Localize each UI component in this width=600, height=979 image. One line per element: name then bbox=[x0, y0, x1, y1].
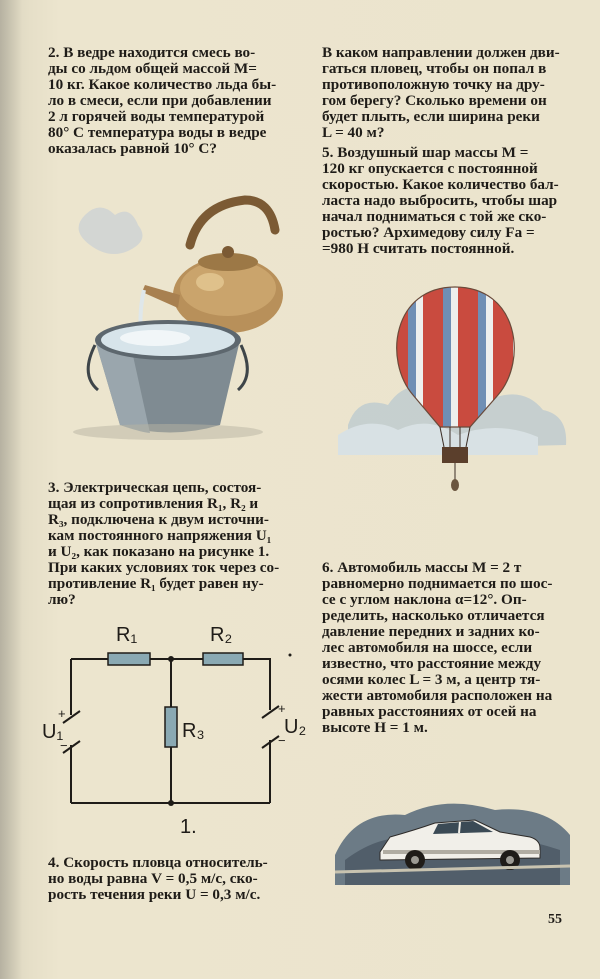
problem-4-continuation-text: В каком направлении должен дви- гаться пловец, чтобы он попал в противоположную точку на дру- гом берегу? Сколько времени он будет плыть, если ширина реки L = 40 м? bbox=[322, 44, 560, 141]
problem-4-text: 4. Скорость пловца относитель- но воды равна V = 0,5 м/с, ско- рость течения реки U = 0,3 м/с. bbox=[48, 854, 268, 903]
u2-plus-sign: + bbox=[278, 701, 286, 716]
resistor-r1 bbox=[108, 653, 150, 665]
problem-3-text: 3. Электрическая цепь, состоя- щая из сопротивления R₁, R₂ и R₃, подключена к двум источни- кам постоянного напряжения U₁ и U₂, как показано на рисунке 1. При каких условиях ток через со- противление R₁ будет равен ну- лю? bbox=[48, 479, 280, 608]
label-u2: U₂ bbox=[284, 716, 307, 738]
kettle-bucket-illustration bbox=[50, 190, 295, 445]
u2-minus-sign: − bbox=[278, 733, 286, 748]
hot-air-balloon-illustration bbox=[338, 275, 573, 500]
u1-minus-sign: − bbox=[60, 738, 68, 753]
resistor-r3 bbox=[165, 707, 177, 747]
label-r1: R₁ bbox=[116, 624, 138, 646]
label-r2: R₂ bbox=[210, 624, 233, 646]
page-number: 55 bbox=[548, 912, 562, 927]
book-gutter-shadow bbox=[0, 0, 22, 979]
problem-2-text: 2. В ведре находится смесь во- ды со льдом общей массой M= 10 кг. Какое количество льда бы- ло в смеси, если при добавлении 2 л горячей воды температурой 80° C температура воды в ведре оказалась равной 10° C? bbox=[48, 44, 277, 157]
problem-6-text: 6. Автомобиль массы M = 2 т равномерно поднимается по шос- се с углом наклона α=12°. Оп- ределить, насколько отличается давление передних и задних ко- лес автомобиля на шоссе, если известно, что расстояние между осями колес L = 3 м, а центр тя- жести автомобиля расположен на равных расстояниях от осей на высоте H = 1 м. bbox=[322, 559, 553, 736]
figure-number: 1. bbox=[180, 816, 197, 838]
u1-plus-sign: + bbox=[58, 706, 66, 721]
car-illustration bbox=[335, 790, 570, 885]
resistor-r2 bbox=[203, 653, 243, 665]
circuit-diagram bbox=[38, 615, 318, 845]
label-r3: R₃ bbox=[182, 720, 205, 742]
label-u1: U₁ bbox=[42, 721, 64, 743]
problem-5-text: 5. Воздушный шар массы M = 120 кг опускается с постоянной скоростью. Какое количество бал- ласта надо выбросить, чтобы шар начал подниматься с той же ско- ростью? Архимедову силу Fа = =980 Н считать постоянной. bbox=[322, 144, 559, 257]
